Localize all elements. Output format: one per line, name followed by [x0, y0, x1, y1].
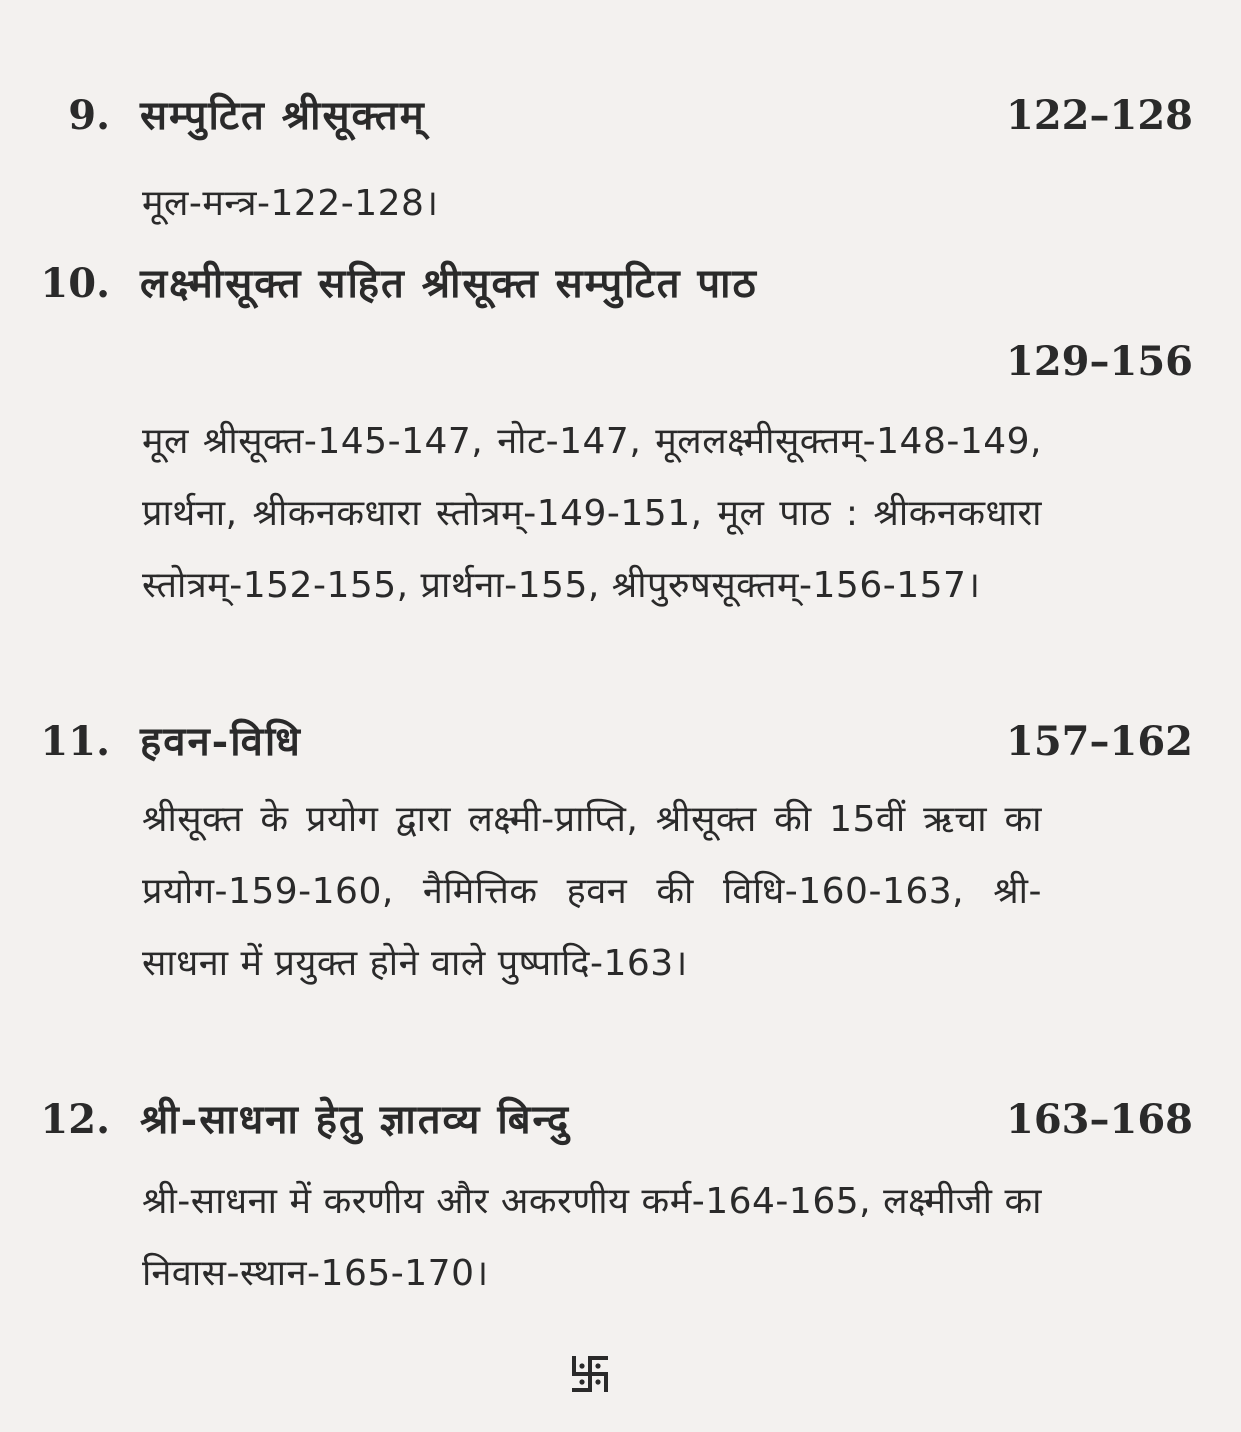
- entry-description: श्री-साधना में करणीय और अकरणीय कर्म-164-165, लक्ष्मीजी का निवास-स्थान-165-170।: [142, 1181, 1042, 1294]
- toc-entry-11: [0, 712, 1241, 772]
- entry-page-range: 129–156: [1006, 338, 1193, 385]
- entry-page-range: 122–128: [1006, 92, 1193, 139]
- toc-entry-12: [0, 1090, 1241, 1150]
- entry-title: हवन-विधि: [140, 718, 302, 765]
- entry-title: लक्ष्मीसूक्त सहित श्रीसूक्त सम्पुटित पाठ: [140, 260, 758, 307]
- entry-title: सम्पुटित श्रीसूक्तम्: [140, 92, 426, 139]
- entry-number: 11.: [40, 718, 110, 765]
- entry-description: श्रीसूक्त के प्रयोग द्वारा लक्ष्मी-प्राप्ति, श्रीसूक्त की 15वीं ऋचा का प्रयोग-159-160, नैमित्तिक हवन की विधि-160-163, श्री-साधना में प्रयुक्त होने वाले पुष्पादि-163।: [142, 799, 1042, 984]
- entry-title: श्री-साधना हेतु ज्ञातव्य बिन्दु: [140, 1096, 571, 1143]
- entry-number: 10.: [40, 260, 110, 307]
- entry-number: 12.: [40, 1096, 110, 1143]
- entry-page-range: 163–168: [1006, 1096, 1193, 1143]
- toc-entry-10: [0, 254, 1241, 314]
- toc-entry-9: [0, 86, 1241, 146]
- entry-description: मूल-मन्त्र-122-128।: [142, 183, 439, 224]
- entry-page-range: 157–162: [1006, 718, 1193, 765]
- swastika-icon: [565, 1352, 615, 1396]
- entry-number: 9.: [68, 92, 110, 139]
- entry-description: मूल श्रीसूक्त-145-147, नोट-147, मूललक्ष्मीसूक्तम्-148-149, प्रार्थना, श्रीकनकधारा स्तोत्रम्-149-151, मूल पाठ : श्रीकनकधारा स्तोत्रम्-152-155, प्रार्थना-155, श्रीपुरुषसूक्तम्-156-157।: [142, 421, 1042, 606]
- toc-entry-10-pages-row: [0, 332, 1241, 392]
